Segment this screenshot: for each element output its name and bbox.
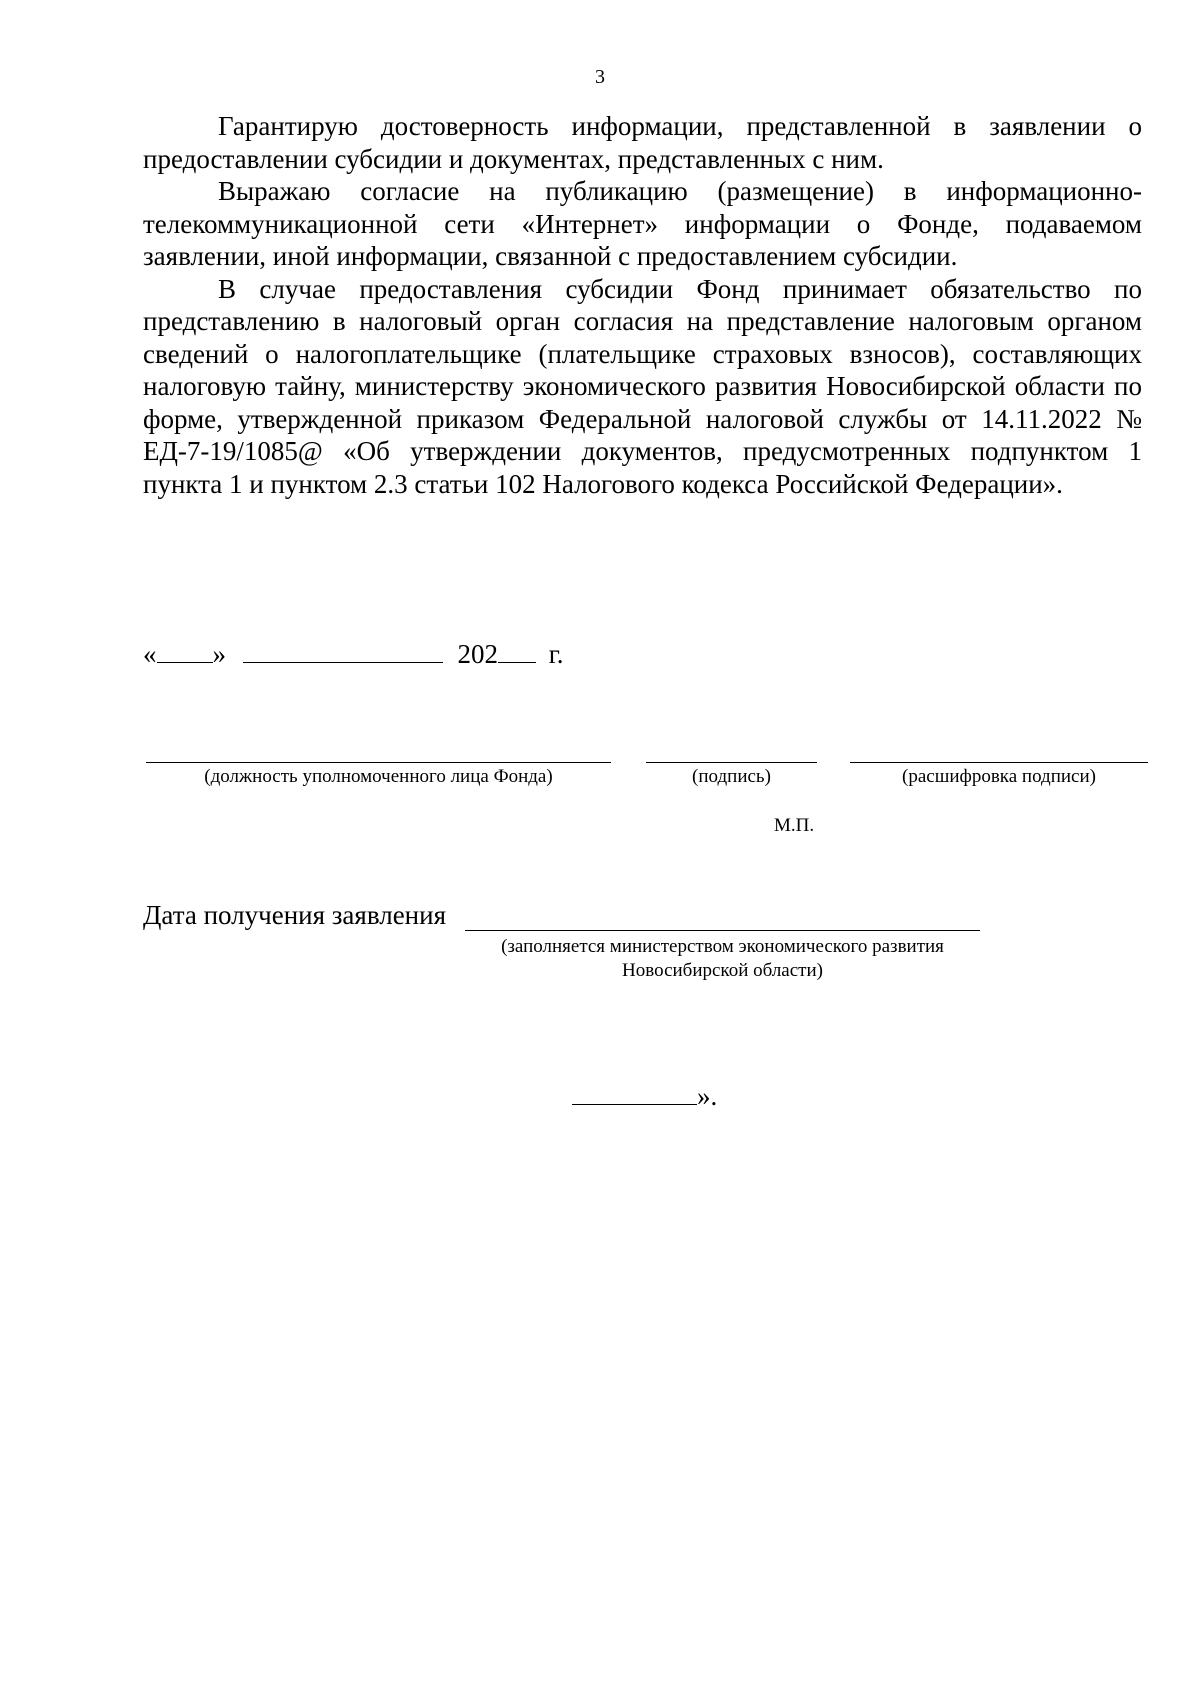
body-text xyxy=(143,110,1142,500)
guarantee-paragraph: Гарантирую достоверность информации, представленной в заявлении о предоставлении субсидии и документах, представленных с ним. xyxy=(143,111,1142,174)
month-blank xyxy=(243,638,443,663)
signature-line xyxy=(646,762,817,763)
position-line xyxy=(146,762,611,763)
year-prefix: 202 xyxy=(457,639,498,669)
stamp-placeholder: М.П. xyxy=(774,815,815,836)
date-line xyxy=(143,638,564,670)
signature-caption: (подпись) xyxy=(692,766,771,787)
closing-mark xyxy=(572,1080,717,1112)
position-caption: (должность уполномоченного лица Фонда) xyxy=(204,766,553,787)
received-caption-line1: (заполняется министерством экономического развития xyxy=(501,936,944,957)
received-caption-line2: Новосибирской области) xyxy=(622,960,823,981)
received-date-label: Дата получения заявления xyxy=(143,900,446,930)
date-open-quote: « xyxy=(143,639,157,669)
consent-paragraph: Выражаю согласие на публикацию (размещение) в информационно-телекоммуникационной сети «Интернет» информации о Фонде, подаваемом заявлении, иной информации, связанной с предоставлением субсидии. xyxy=(143,176,1142,271)
year-blank xyxy=(498,638,536,663)
closing-quote: ». xyxy=(697,1081,718,1111)
year-suffix: г. xyxy=(548,639,564,669)
closing-blank xyxy=(572,1080,697,1105)
received-date-caption xyxy=(465,935,980,983)
date-close-quote: » xyxy=(212,639,226,669)
decoding-line xyxy=(850,762,1148,763)
day-blank xyxy=(157,638,213,663)
page-number: 3 xyxy=(595,66,605,88)
decoding-caption: (расшифровка подписи) xyxy=(902,766,1096,787)
received-date-line xyxy=(465,930,980,931)
obligation-paragraph: В случае предоставления субсидии Фонд принимает обязательство по представлению в налоговый орган согласия на представление налоговым органом сведений о налогоплательщике (плательщике страховых взносов), составляющих налоговую тайну, министерству экономического развития Новосибирской области по форме, утвержденной приказом Федеральной налоговой службы от 14.11.2022 № ЕД-7-19/1085@ «Об утверждении документов, предусмотренных подпунктом 1 пункта 1 и пунктом 2.3 статьи 102 Налогового кодекса Российской Федерации». xyxy=(143,273,1142,499)
